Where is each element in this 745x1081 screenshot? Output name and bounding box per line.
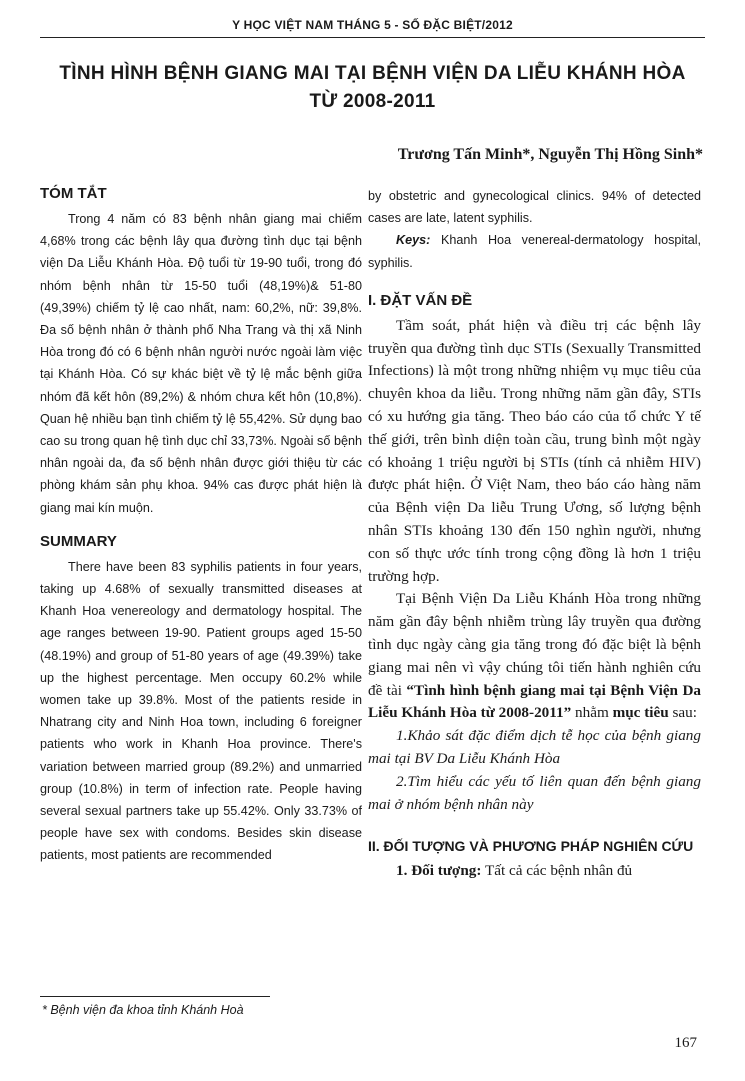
keys-text: Khanh Hoa venereal-dermatology hospital, syphilis. bbox=[368, 233, 702, 270]
p2-mid: nhằm bbox=[575, 704, 609, 722]
p2-objective: mục tiêu bbox=[612, 704, 669, 722]
keys-paragraph bbox=[368, 229, 701, 273]
right-column bbox=[368, 185, 701, 883]
title-line-1: TÌNH HÌNH BỆNH GIANG MAI TẠI BỆNH VIỆN DA LIỄU KHÁNH HÒA bbox=[59, 63, 686, 84]
goal-1: 1.Khảo sát đặc điểm dịch tễ học của bệnh giang mai tại BV Da Liễu Khánh Hòa bbox=[368, 727, 701, 767]
section2-subsection bbox=[368, 860, 701, 883]
p2-end: sau: bbox=[672, 704, 697, 722]
tom-tat-heading: TÓM TẮT bbox=[40, 185, 107, 202]
footnote: * Bệnh viện đa khoa tỉnh Khánh Hoà bbox=[42, 1003, 244, 1017]
section1-heading: I. ĐẶT VẤN ĐỀ bbox=[368, 291, 473, 309]
study-title: “Tình hình bệnh giang mai tại Bệnh Viện Da Liễu Khánh Hòa từ 2008-2011” bbox=[368, 681, 701, 722]
page-number: 167 bbox=[674, 1035, 697, 1051]
tom-tat-body: Trong 4 năm có 83 bệnh nhân giang mai chiếm 4,68% trong các bệnh lây qua đường tình dục tại bệnh viện Da Liễu Khánh Hòa. Độ tuổi từ 19-90 tuổi, trong đó nhóm bệnh nhân từ 15-50 tuổi (48,19%)& 51-80 (49,39%) chiếm tỷ lệ cao nhất, nam: 60,2%, nữ: 39,8%. Đa số bệnh nhân ở thành phố Nha Trang và thị xã Ninh Hòa trong đó có 6 bệnh nhân người nước ngoài làm việc tại Khánh Hòa. Có sự khác biệt về tỷ lệ mắc bệnh giữa nhóm đã kết hôn (89,2%) & nhóm chưa kết hôn (10,8%). Quan hệ nhiều bạn tình chiếm tỷ lệ 55,42%. Sử dụng bao cao su trong quan hệ tình dục chỉ 33,73%. Ngoài số bệnh nhân ngoài da, đa số bệnh nhân được giới thiệu từ các phòng khám sản phụ khoa. 94% cas được phát hiện là giang mai kín muộn. bbox=[40, 212, 362, 515]
left-column bbox=[40, 185, 362, 867]
p2-start: Tại Bệnh Viện Da Liễu Khánh Hòa trong những năm gần đây bệnh nhiễm trùng lây truyền qua đường tình dục ngày càng gia tăng trong đó đặc biệt là bệnh giang mai nên vì vậy chúng tôi tiến hành nghiên cứu đề tài bbox=[368, 590, 701, 699]
goal-2: 2.Tìm hiểu các yếu tố liên quan đến bệnh giang mai ở nhóm bệnh nhân này bbox=[368, 772, 701, 813]
subsection-label: 1. Đối tượng: bbox=[396, 862, 482, 880]
section1-paragraph-1: Tầm soát, phát hiện và điều trị các bệnh lây truyền qua đường tình dục STIs (Sexually Transmitted Infections) là một trong những nhiệm vụ mục tiêu của chuyên khoa da liễu. Trong những năm gần đây, STIs có xu hướng gia tăng. Theo báo cáo của tổ chức Y tế thế giới, trên bình diện toàn cầu, trung bình một ngày có khoảng 1 triệu người bị STIs (tính cả nhiễm HIV) được phát hiện. Ở Việt Nam, theo báo cáo hàng năm của Bệnh viện Da liễu Trung Ương, số lượng bệnh nhân STIs khoảng 130 đến 150 nghìn người, nhưng con số thực ước tính trong cộng đồng là hơn 1 triệu trường hợp. bbox=[368, 316, 701, 585]
footnote-rule bbox=[40, 996, 270, 997]
subsection-text: Tất cả các bệnh nhân đủ bbox=[484, 862, 633, 880]
section2-heading: II. ĐỐI TƯỢNG VÀ PHƯƠNG PHÁP NGHIÊN CỨU bbox=[368, 838, 694, 855]
keys-label: Keys: bbox=[396, 233, 431, 248]
title-line-2: TỪ 2008-2011 bbox=[309, 91, 436, 112]
summary-body: There have been 83 syphilis patients in four years, taking up 4.68% of sexually transmitted diseases at Khanh Hoa venereology and dermatology hospital. The age ranges between 19-90. Patient groups aged 15-50 (48.19%) and group of 51-80 years of age (49.39%) take up the highest percentage. Men occupy 60.2% while women take up 39.8%. Most of the patients reside in Nhatrang city and Ninh Hoa town, including 6 foreigner patients who work in Khanh Hoa province. There's variation between married group (89.2%) and unmarried group (10.8%) in term of infection rate. People having several sexual partners take up 55.42%. Only 33.73% of people have sex with condoms. Besides skin disease patients, most patients are recommended bbox=[40, 559, 362, 863]
summary-continued: by obstetric and gynecological clinics. 94% of detected cases are late, latent syphilis. bbox=[368, 189, 701, 226]
authors: Trương Tấn Minh*, Nguyễn Thị Hồng Sinh* bbox=[397, 146, 703, 163]
running-header: Y HỌC VIỆT NAM THÁNG 5 - SỐ ĐẶC BIỆT/2012 bbox=[232, 18, 513, 32]
summary-heading: SUMMARY bbox=[40, 532, 117, 550]
section1-paragraph-2 bbox=[368, 588, 701, 725]
article-title bbox=[0, 60, 745, 116]
header-rule bbox=[40, 37, 705, 38]
